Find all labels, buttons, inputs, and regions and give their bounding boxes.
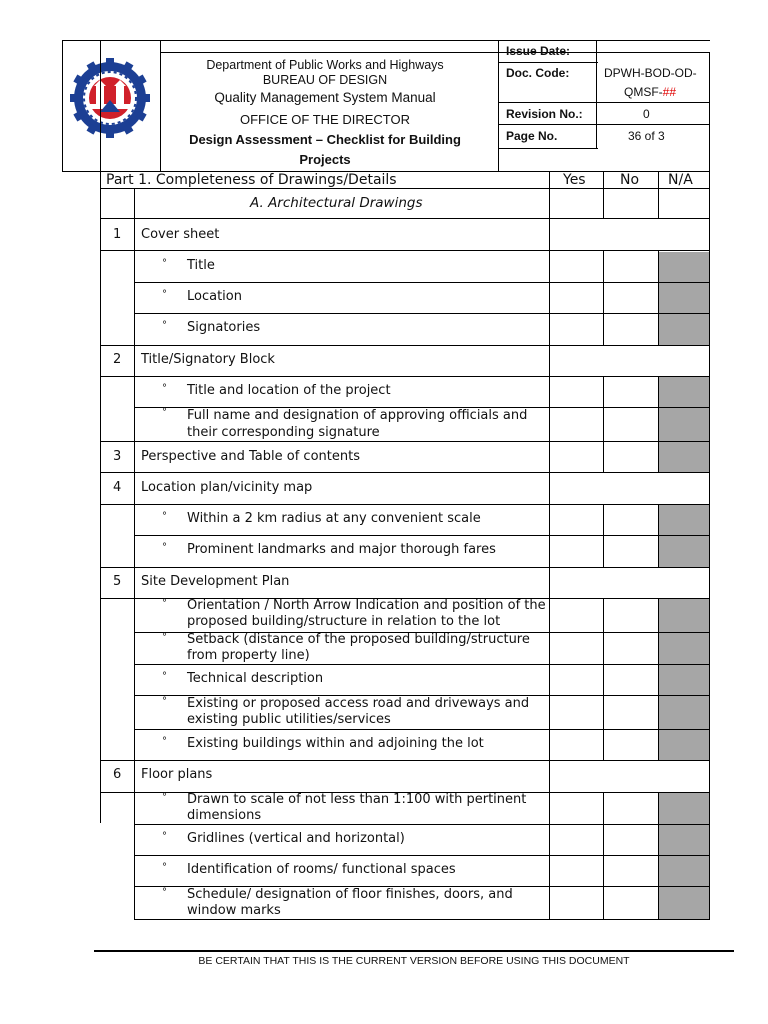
doc-code-value-2: QMSF-##	[624, 85, 677, 99]
item-cover-sheet: Cover sheet	[141, 227, 220, 242]
bullet-icon: °	[162, 320, 167, 331]
row-number: 4	[113, 480, 122, 495]
subitem-2km-radius: Within a 2 km radius at any convenient scale	[187, 511, 481, 526]
dept-name: Department of Public Works and Highways	[206, 58, 444, 72]
subitem-title-location-project: Title and location of the project	[187, 383, 391, 398]
bullet-icon: °	[162, 511, 167, 522]
page-value: 36 of 3	[628, 129, 665, 143]
subitem-approving-officials-2: their corresponding signature	[187, 425, 380, 440]
row-number: 3	[113, 449, 122, 464]
bullet-icon: °	[162, 671, 167, 682]
doc-code-hash: ##	[662, 85, 677, 99]
bullet-icon: °	[162, 831, 167, 842]
bullet-icon: °	[162, 792, 167, 803]
doc-code-label: Doc. Code:	[506, 66, 570, 80]
manual-title: Quality Management System Manual	[214, 90, 436, 105]
subitem-drawn-to-scale-1: Drawn to scale of not less than 1:100 with pertinent	[187, 792, 527, 807]
subitem-drawn-to-scale-2: dimensions	[187, 808, 262, 823]
subitem-schedule-2: window marks	[187, 903, 281, 918]
dpwh-logo	[70, 58, 150, 138]
bullet-icon: °	[162, 696, 167, 707]
subitem-approving-officials-1: Full name and designation of approving officials and	[187, 408, 528, 423]
bullet-icon: °	[162, 542, 167, 553]
office-name: OFFICE OF THE DIRECTOR	[240, 112, 410, 127]
subitem-setback-2: from property line)	[187, 648, 310, 663]
bullet-icon: °	[162, 598, 167, 609]
bullet-icon: °	[162, 862, 167, 873]
issue-date-label: Issue Date:	[506, 44, 571, 58]
item-title-signatory-block: Title/Signatory Block	[141, 352, 275, 367]
subitem-access-road-1: Existing or proposed access road and driveways and	[187, 696, 530, 711]
item-location-plan: Location plan/vicinity map	[141, 480, 313, 495]
revision-value: 0	[643, 107, 650, 121]
col-na-header: N/A	[668, 172, 693, 188]
item-floor-plans: Floor plans	[141, 767, 213, 782]
page-label: Page No.	[506, 129, 558, 143]
subitem-orientation-1: Orientation / North Arrow Indication and position of the	[187, 598, 546, 613]
col-no-header: No	[620, 172, 640, 188]
bullet-icon: °	[162, 887, 167, 898]
doc-code-value-1: DPWH-BOD-OD-	[604, 66, 697, 80]
row-number: 1	[113, 227, 122, 242]
row-number: 6	[113, 767, 122, 782]
bullet-icon: °	[162, 736, 167, 747]
doc-title-line-1: Design Assessment – Checklist for Building	[189, 132, 461, 147]
bullet-icon: °	[162, 407, 167, 418]
bullet-icon: °	[162, 289, 167, 300]
subitem-technical-description: Technical description	[187, 671, 324, 686]
subitem-title: Title	[187, 258, 215, 273]
subitem-rooms: Identification of rooms/ functional spaces	[187, 862, 456, 877]
section-title: A. Architectural Drawings	[250, 195, 423, 211]
item-perspective-toc: Perspective and Table of contents	[141, 449, 360, 464]
subitem-setback-1: Setback (distance of the proposed building/structure	[187, 632, 530, 647]
bullet-icon: °	[162, 632, 167, 643]
subitem-gridlines: Gridlines (vertical and horizontal)	[187, 831, 405, 846]
col-yes-header: Yes	[563, 172, 586, 188]
subitem-access-road-2: existing public utilities/services	[187, 712, 391, 727]
subitem-existing-buildings: Existing buildings within and adjoining the lot	[187, 736, 484, 751]
doc-title-line-2: Projects	[299, 152, 351, 167]
revision-label: Revision No.:	[506, 107, 583, 121]
subitem-schedule-1: Schedule/ designation of floor finishes, doors, and	[187, 887, 513, 902]
part-title: Part 1. Completeness of Drawings/Details	[106, 172, 397, 188]
subitem-signatories: Signatories	[187, 320, 261, 335]
item-site-development-plan: Site Development Plan	[141, 574, 290, 589]
footer-note: BE CERTAIN THAT THIS IS THE CURRENT VERSION BEFORE USING THIS DOCUMENT	[198, 955, 630, 967]
subitem-landmarks: Prominent landmarks and major thorough fares	[187, 542, 496, 557]
bullet-icon: °	[162, 383, 167, 394]
subitem-location: Location	[187, 289, 242, 304]
bullet-icon: °	[162, 258, 167, 269]
bureau-name: BUREAU OF DESIGN	[262, 73, 388, 87]
footer-rule	[94, 950, 734, 952]
row-number: 2	[113, 352, 122, 367]
subitem-orientation-2: proposed building/structure in relation to the lot	[187, 614, 501, 629]
row-number: 5	[113, 574, 122, 589]
